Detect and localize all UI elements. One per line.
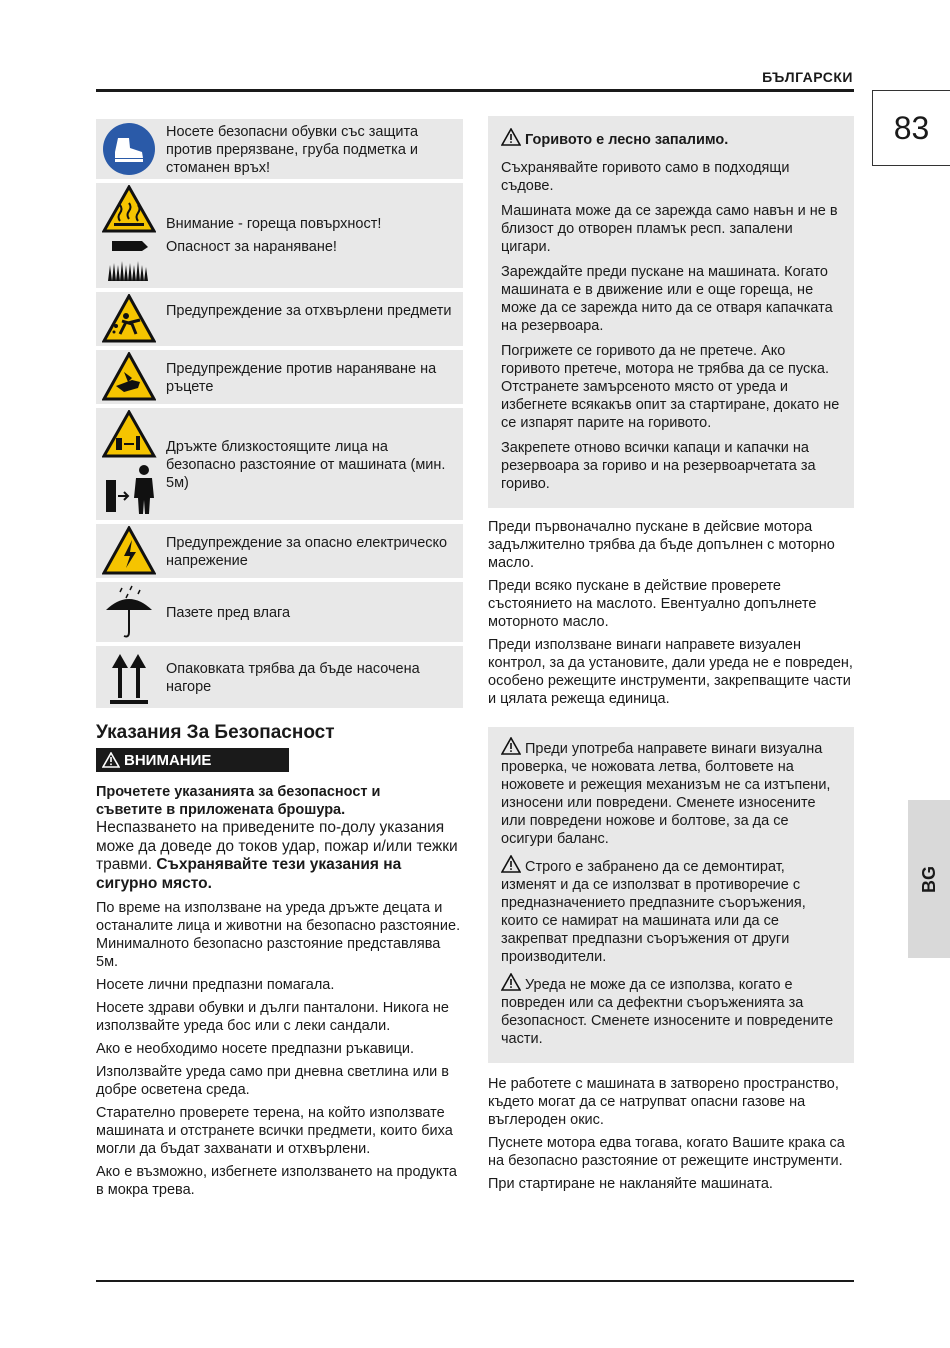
symbol-row-thrown-objects	[96, 292, 463, 346]
right-column	[488, 116, 854, 1198]
warn-text: Преди употреба направете винаги визуална проверка, че ножовата летва, болтовете на ножовете и режещия механизъм не са изтъпени, износени или повредени. Сменете износените или повредени ножове и болтове, за да се осигури баланс.	[501, 741, 831, 847]
symbol-text: Опаковката трябва да бъде насочена нагоре	[166, 661, 420, 695]
warning-triangle-icon	[501, 737, 521, 755]
oil-paragraph: Преди първоначално пускане в дейсвие мотора задължително трябва да бъде допълнен с моторно масло.	[488, 519, 835, 571]
warning-triangle-icon	[102, 752, 120, 768]
symbol-row-electric	[96, 524, 463, 578]
intro-bold-2: Съхранявайте тези указания на сигурно място.	[96, 856, 402, 892]
symbol-row-boots	[96, 119, 463, 179]
symbol-row-this-way-up	[96, 646, 463, 708]
fuel-warning-box	[488, 116, 854, 508]
umbrella-icon	[102, 584, 156, 640]
symbol-text: Носете безопасни обувки със защита против прерязване, груба подметка и стоманен връх!	[166, 124, 419, 176]
page-number: 83	[872, 90, 950, 166]
intro-text-body: Неспазването на приведените по-долу указания може да доведе до токов удар, пожар и/или тежки травми.	[96, 819, 458, 873]
symbol-row-hand-injury	[96, 350, 463, 404]
section-title: Указания За Безопасност	[96, 722, 335, 743]
language-tab	[908, 800, 950, 958]
symbol-row-moisture	[96, 582, 463, 642]
end-paragraph: Не работете с машината в затворено пространство, където могат да се натрупват опасни газове на въглероден окис.	[488, 1076, 839, 1128]
warning-triangle-icon	[501, 855, 521, 873]
warning-label: ВНИМАНИЕ	[124, 751, 212, 769]
fuel-paragraph: Съхранявайте горивото само в подходящи съдове.	[501, 160, 790, 194]
fuel-title-line	[501, 128, 842, 149]
inspection-paragraph: Преди използване винаги направете визуален контрол, за да установите, дали уреда не е повреден, особено режещите инструменти, закрепващите части и цялата режеща единица.	[488, 637, 853, 707]
symbol-row-keep-distance	[96, 408, 463, 520]
symbol-text: Пазете пред влага	[166, 605, 291, 621]
electric-hazard-icon	[102, 526, 156, 576]
safety-paragraph: По време на използване на уреда дръжте децата и останалите лица и животни на безопасно разстояние. Минималното безопасно разстояние представлява 5м.	[96, 900, 461, 970]
bottom-rule	[96, 1280, 854, 1282]
header-language: БЪЛГАРСКИ	[762, 69, 853, 85]
symbol-text: Предупреждение за опасно електрическо напрежение	[166, 535, 448, 569]
safety-paragraph: Ако е необходимо носете предпазни ръкавици.	[96, 1041, 415, 1057]
language-tab-label: BG	[918, 865, 939, 893]
safety-paragraph: Старателно проверете терена, на който използвате машината и отстранете всички предмети, които биха могли да бъдат захванати и отхвърлени.	[96, 1105, 453, 1157]
fuel-paragraph: Закрепете отново всички капаци и капачки на резервоара за гориво и на резервоарчетата за гориво.	[501, 440, 816, 492]
keep-distance-icon	[102, 410, 158, 518]
safety-paragraph: Ако е възможно, избегнете използването на продукта в мокра трева.	[96, 1164, 457, 1198]
fuel-paragraph: Зареждайте преди пускане на машината. Когато машината е в движение или е още гореща, не може да се зарежда нито да се отваря капачката на резервоара.	[501, 264, 833, 334]
symbol-text: Опасност за нараняване!	[166, 239, 337, 255]
symbol-text: Предупреждение против нараняване на ръцете	[166, 361, 437, 395]
warn-text: Строго е забранено да се демонтират, изменят и да се използват в противоречие с предназначението предпазните съоръжения, които се намират на машината или да се закрепват предпазни съоръжения от други производители.	[501, 859, 806, 965]
warn-paragraph	[501, 855, 842, 966]
warn-text: Уреда не може да се използва, когато е повреден или са дефектни съоръженията за безопасност. Сменете износените и повредените части.	[501, 977, 834, 1047]
this-way-up-icon	[102, 648, 156, 706]
safety-paragraph: Носете здрави обувки и дълги панталони. Никога не използвайте уреда бос или с леки сандали.	[96, 1000, 449, 1034]
symbol-text: Внимание - гореща повърхност!	[166, 216, 382, 232]
safety-paragraph: Използвайте уреда само при дневна светлина или в добре осветена среда.	[96, 1064, 450, 1098]
intro-text	[96, 819, 464, 893]
warn-paragraph	[501, 737, 842, 848]
oil-paragraph: Преди всяко пускане в действие проверете състоянието на маслото. Евентуално допълнете моторното масло.	[488, 578, 817, 630]
safety-paragraph: Носете лични предпазни помагала.	[96, 977, 335, 993]
warning-triangle-icon	[501, 128, 521, 146]
safety-section	[96, 722, 464, 1204]
fuel-paragraph: Машината може да се зарежда само навън и не в близост до отворен пламък респ. запалени цигари.	[501, 203, 838, 255]
symbol-text: Предупреждение за отхвърлени предмети	[166, 303, 452, 319]
warning-triangle-icon	[501, 973, 521, 991]
fuel-title: Горивото е лесно запалимо.	[525, 132, 729, 148]
safety-boot-icon	[102, 122, 156, 176]
symbol-row-hot-surface	[96, 183, 463, 288]
symbol-text: Дръжте близкостоящите лица на безопасно разстояние от машината (мин. 5м)	[166, 439, 446, 491]
intro-bold: Прочетете указанията за безопасност и съветите в приложената брошура.	[96, 784, 381, 818]
end-paragraph: При стартиране не накланяйте машината.	[488, 1176, 773, 1192]
warn-paragraph	[501, 973, 842, 1048]
warning-badge	[96, 748, 289, 772]
fuel-paragraph: Погрижете се горивото да не претече. Ако горивото претече, мотора не трябва да се пуска. Отстранете замърсеното място от уреда и избегнете всякакъв опит за стартиране, докато не се изпарят парите на горивото.	[501, 343, 840, 431]
hot-surface-icon	[102, 185, 156, 285]
top-rule	[96, 89, 854, 92]
hand-injury-icon	[102, 352, 156, 402]
end-paragraph: Пуснете мотора едва тогава, когато Вашите крака са на безопасно разстояние от режещите инструменти.	[488, 1135, 845, 1169]
thrown-objects-icon	[102, 294, 156, 344]
inspection-warning-box	[488, 727, 854, 1063]
